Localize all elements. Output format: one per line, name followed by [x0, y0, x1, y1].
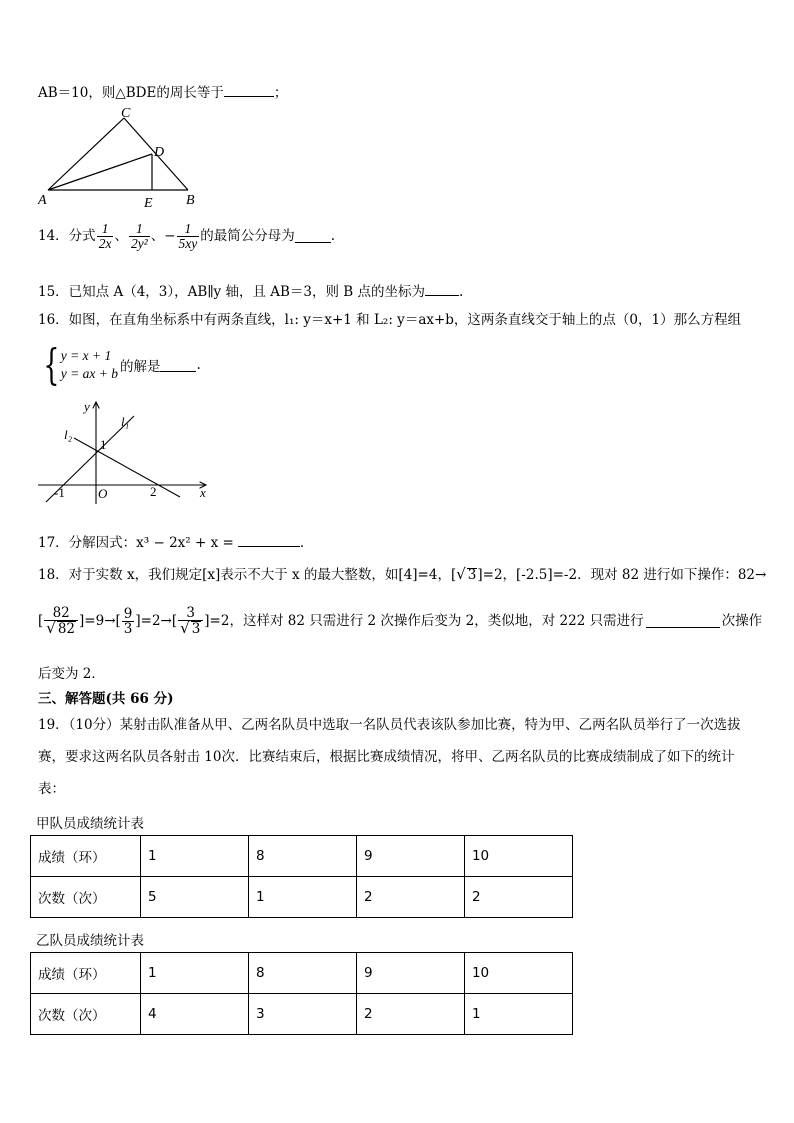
y-label: y [84, 399, 90, 414]
q18-line1-a: 18．对于实数 x，我们规定[x]表示不大于 x 的最大整数，如[4]=4，[ [38, 567, 457, 583]
table-cell: 成绩（环） [31, 953, 141, 994]
table-cell: 次数（次） [31, 877, 141, 918]
f2-den: 2y² [130, 236, 148, 252]
q18-line1-radicand: 3 [467, 567, 477, 583]
q18-line1-b: ]=2，[-2.5]=-2．现对 82 进行如下操作：82→ [477, 567, 767, 583]
q14-suffix: 的最简公分母为 [200, 227, 295, 244]
q16-answer-blank[interactable] [160, 359, 196, 372]
q18-line2-c: ]=2，这样对 82 只需进行 2 次操作后变为 2，类似地，对 222 只需进行 [204, 612, 644, 629]
q18-step-2: ]=2→[ [135, 612, 178, 629]
q18-bracket-open: [ [38, 612, 44, 629]
table-cell: 5 [141, 877, 249, 918]
q19-line2: 赛，要求这两名队员各射击 10次．比赛结束后，根据比赛成绩情况，将甲、乙两名队员的比赛成绩制成了如下的统计 [38, 749, 735, 765]
label-b: B [186, 193, 195, 208]
q18-f3-den: √ 3 [178, 620, 203, 637]
equation-1: y = x + 1 [60, 347, 112, 363]
q18-line1: 18．对于实数 x，我们规定[x]表示不大于 x 的最大整数，如[4]=4，[√ 3]=2，[-2.5]=-2．现对 82 进行如下操作：82→ [38, 565, 767, 583]
table-jia [30, 835, 573, 918]
q14-prefix: 14．分式 [38, 227, 96, 244]
table-cell: 1 [141, 836, 249, 877]
table-cell: 9 [356, 953, 464, 994]
table-row [31, 994, 573, 1035]
q16-end: . [196, 357, 201, 373]
q15-body: 15．已知点 A（4，3），AB∥y 轴，且 AB＝3，则 B 点的坐标为 [38, 284, 426, 300]
equation-2: y = ax + b [60, 366, 118, 381]
f1-den: 2x [98, 236, 112, 252]
l1-label: l₁ [121, 414, 130, 429]
q18-answer-blank[interactable] [646, 615, 720, 628]
table-cell: 1 [464, 994, 572, 1035]
q13-lead: AB＝10，则△BDE的周长等于 [38, 85, 224, 101]
f2-num: 1 [135, 221, 143, 236]
q15-answer-blank[interactable] [425, 283, 459, 296]
q18-f2-den: 3 [123, 620, 133, 637]
x-label: x [200, 485, 206, 500]
table-cell: 3 [249, 994, 357, 1035]
q18-f3-num: 3 [186, 605, 195, 621]
fraction-2 [129, 222, 150, 251]
q14-sep2: 、− [150, 227, 176, 244]
q19-line3: 表： [38, 781, 65, 797]
q14-sep1: 、 [114, 227, 128, 244]
table-cell: 2 [356, 877, 464, 918]
q15-text [38, 283, 463, 300]
f3-den: 5xy [178, 236, 198, 252]
q18-f1-rad: 82 [57, 621, 76, 638]
label-c: C [121, 106, 131, 121]
label-e: E [144, 196, 153, 210]
tick-neg1: -1 [54, 485, 65, 500]
side-ac [48, 118, 124, 190]
q18-step-1: ]=9→[ [79, 612, 121, 629]
q18-f3-rad: 3 [191, 621, 201, 638]
table-row [31, 836, 573, 877]
table-yi [30, 952, 573, 1035]
origin-label: O [98, 486, 108, 501]
q16-suffix: 的解是 [119, 359, 161, 375]
table-row [31, 953, 573, 994]
segment-ad [48, 154, 152, 190]
q18-line2-d: 次操作 [721, 612, 763, 629]
q17-text [38, 534, 304, 551]
fraction-1 [97, 222, 114, 251]
q13-tail: ； [273, 85, 288, 101]
table-cell: 2 [356, 994, 464, 1035]
q17-answer-blank[interactable] [238, 534, 300, 547]
q17-end: . [299, 535, 305, 551]
table-cell: 10 [464, 836, 572, 877]
q18-frac-2 [122, 607, 135, 636]
table-yi-caption: 乙队员成绩统计表 [36, 933, 144, 949]
tick-1: 1 [100, 437, 107, 452]
q19-line1: 19．（10分）某射击队准备从甲、乙两名队员中选取一名队员代表该队参加比赛，特为甲、乙两名队员举行了一次选拔 [38, 717, 741, 733]
q18-frac-3 [178, 606, 203, 637]
table-row [31, 877, 573, 918]
q15-end: . [459, 284, 464, 300]
triangle-figure [36, 106, 206, 210]
table-cell: 8 [249, 953, 357, 994]
table-cell: 2 [464, 877, 572, 918]
table-cell: 9 [356, 836, 464, 877]
table-cell: 成绩（环） [31, 836, 141, 877]
q17-body: 17．分解因式：x³ − 2x² + x = [38, 535, 234, 551]
q18-frac-1 [44, 606, 78, 637]
section3-title: 三、解答题(共 66 分) [38, 691, 174, 707]
system-equations [61, 347, 118, 383]
q18-f2-num: 9 [123, 605, 133, 622]
q18-f1-num: 82 [52, 605, 70, 621]
fraction-3 [177, 222, 200, 251]
table-cell: 1 [249, 877, 357, 918]
label-a: A [38, 193, 47, 208]
label-d: D [154, 145, 165, 160]
line-l2 [74, 438, 180, 497]
q14-end: . [330, 227, 336, 244]
table-cell: 8 [249, 836, 357, 877]
tick-2: 2 [150, 484, 157, 499]
q14-text [38, 222, 335, 251]
q18-line3: 后变为 2． [38, 666, 105, 682]
f1-num: 1 [101, 221, 109, 236]
table-cell: 1 [141, 953, 249, 994]
q14-answer-blank[interactable] [295, 230, 331, 243]
q18-f1-den: √ 82 [44, 620, 78, 637]
table-cell: 次数（次） [31, 994, 141, 1035]
table-jia-caption: 甲队员成绩统计表 [36, 816, 144, 832]
table-cell: 4 [141, 994, 249, 1035]
equation-system [38, 340, 201, 389]
q13-text [38, 84, 287, 101]
coordinate-figure [36, 394, 216, 506]
f3-num: 1 [184, 221, 192, 236]
system-brace: { [43, 340, 60, 389]
q18-line2 [38, 606, 762, 637]
l2-label: l₂ [64, 427, 73, 442]
q13-answer-blank[interactable] [224, 84, 274, 97]
table-cell: 10 [464, 953, 572, 994]
q16-text: 16．如图，在直角坐标系中有两条直线，l₁: y＝x+1 和 L₂: y＝ax+b，这两条直线交于轴上的点（0，1）那么方程组 [38, 312, 742, 328]
